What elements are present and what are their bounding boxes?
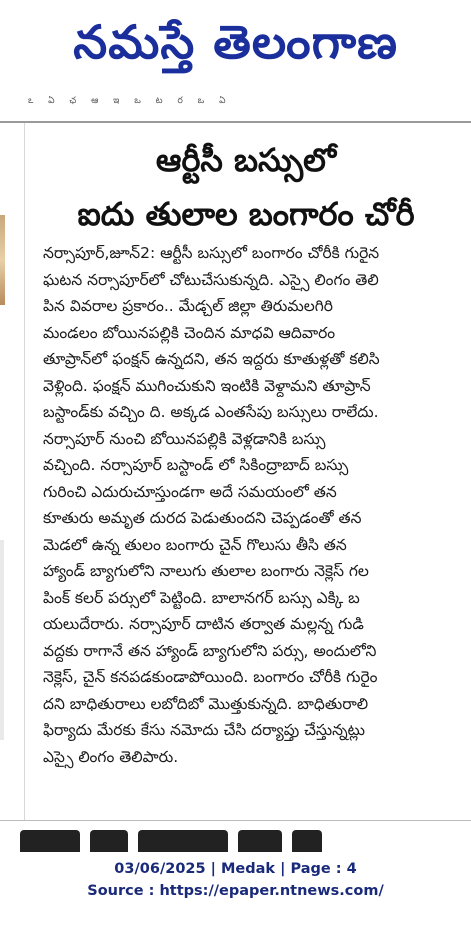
article-body-line: బస్టాండ్‌కు వచ్చిం ది. అక్కడ ఎంతసేపు బస్సులు రాలేదు. [43,403,379,421]
article-body-line: ఫిర్యాదు మేరకు కేసు నమోదు చేసి దర్యాప్తు చేస్తున్నట్లు [43,721,365,739]
next-headline-fragment [20,826,460,852]
article-bottom-divider [0,820,471,821]
article-body-line: దని బాధితురాలు లబోదిబో మొత్తుకున్నది. బాధితురాలి [43,694,369,713]
article-body-line: హ్యాండ్ బ్యాగులోని నాలుగు తులాల బంగారు నెక్లెస్ గల [43,562,369,580]
news-article [24,123,467,820]
article-body-line: యలుదేరారు. నర్సాపూర్ దాటిన తర్వాత మల్లన్న గుడి [43,615,364,633]
clipping-footer [0,858,471,902]
clipping-source-link[interactable]: Source : https://epaper.ntnews.com/ [87,883,384,899]
article-body-line: గురించి ఎదురుచూస్తుండగా అదే సమయంలో తన [43,482,337,501]
article-body-line: మెడలో ఉన్న తులం బంగారు చైన్ గొలుసు తీసి తన [43,535,347,554]
article-body-line: ఎస్సై లింగం తెలిపారు. [43,747,179,766]
newspaper-masthead [0,0,471,96]
article-body-line: పింక్ కలర్ పర్సులో పెట్టింది. బాలానగర్ బస్సు ఎక్కి బ [43,588,360,607]
masthead-cropped-strip: ఽ ఏ ఛ ఆ ఇ ఒ ట ర ఒ ఏ [28,96,232,106]
adjacent-article-image-fragment [0,215,5,305]
article-body-line: వద్దకు రాగానే తన హ్యాండ్ బ్యాగులోని పర్సు, అందులోని [43,641,377,660]
adjacent-column-fragment [0,540,4,740]
headline-line-1: ఆర్టీసీ బస్సులో [155,141,337,179]
article-body-line: నర్సాపూర్ నుంచి బోయినపల్లికి వెళ్లడానికి బస్సు [43,429,326,448]
article-body-line: వెళ్లింది. ఫంక్షన్ ముగించుకుని ఇంటికి వెళ్దామని తూప్రాన్ [43,376,371,395]
article-headline [25,133,467,241]
clipping-date-edition: 03/06/2025 | Medak | Page : 4 [114,861,357,877]
headline-line-2: ఐదు తులాల బంగారం చోరీ [77,195,415,233]
article-body-line: నర్సాపూర్,జూన్2: ఆర్టీసీ బస్సులో బంగారం చోరీకి గురైన [43,244,380,262]
article-body-line: కూతురు అమృత దురద పెడుతుందని చెప్పడంతో తన [43,509,362,527]
article-body [43,240,458,770]
article-body-line: పిన వివరాల ప్రకారం.. మేడ్చల్ జిల్లా తిరుమలగిరి [43,297,333,315]
article-body-line: తూప్రాన్‌లో ఫంక్షన్ ఉన్నదని, తన ఇద్దరు కూతుళ్లతో కలిసి [43,350,380,368]
article-body-line: వచ్చింది. నర్సాపూర్ బస్టాండ్ లో సికింద్రాబాద్ బస్సు [43,456,349,474]
newspaper-logo: నమస్తే తెలంగాణ [73,15,398,69]
article-body-line: నెక్లెస్, చైన్ కనపడకుండాపోయింది. బంగారం చోరీకి గురైం [43,668,378,686]
article-body-line: ఘటన నర్సాపూర్‌లో చోటుచేసుకున్నది. ఎస్సై లింగం తెలి [43,270,379,289]
article-body-line: మండలం బోయినపల్లికి చెందిన మాధవి ఆదివారం [43,323,336,342]
